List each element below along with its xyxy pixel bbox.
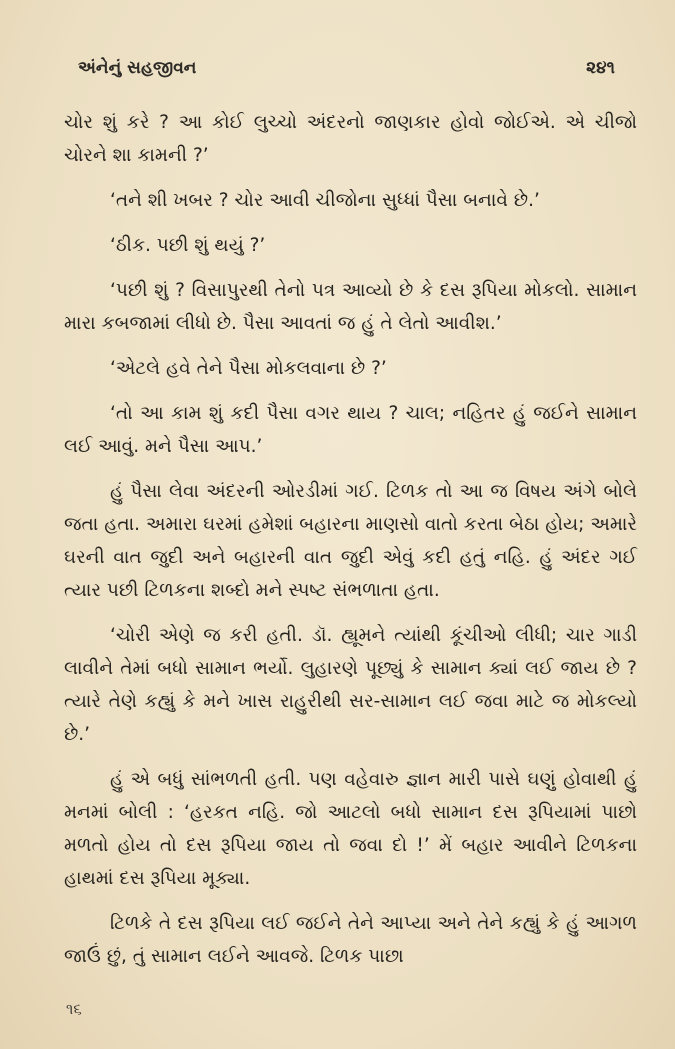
paragraph-8: ‘ચોરી એણે જ કરી હતી. ડૉ. હ્યૂમને ત્યાંથી કૂંચીઓ લીધી; ચાર ગાડી લાવીને તેમાં બધો સામાન ભર્યો. લુહારણે પૂછ્યું કે સામાન ક્યાં લઈ જાય છે ? ત્યારે તેણે કહ્યું કે મને ખાસ રાહુરીથી સર-સામાન લઈ જવા માટે જ મોકલ્યો છે.’ [64,625,637,745]
paragraph-9: હું એ બધું સાંભળતી હતી. પણ વહેવારુ જ્ઞાન મારી પાસે ઘણું હોવાથી હું મનમાં બોલી : ‘હરકત નહિ. જો આટલો બધો સામાન દસ રૂપિયામાં પાછો મળતો હોય તો દસ રૂપિયા જાય તો જવા દો !’ મેં બહાર આવીને ટિળકના હાથમાં દસ રૂપિયા મૂક્યા. [64,769,637,889]
paragraph-10: ટિળકે તે દસ રૂપિયા લઈ જઈને તેને આપ્યા અને તેને કહ્યું કે હું આગળ જાઉં છું, તું સામાન લઈને આવજે. ટિળક પાછા [64,913,637,967]
page-body [64,106,637,985]
chapter-title: અંનેનું સહજીવન [78,58,197,78]
paragraph-5: ‘એટલે હવે તેને પૈસા મોકલવાના છે ?’ [110,358,387,379]
running-header [78,58,615,78]
paragraph-6: ‘તો આ કામ શું કદી પૈસા વગર થાય ? ચાલ; નહિતર હું જઈને સામાન લઈ આવું. મને પૈસા આપ.’ [64,403,637,457]
page-number: ૨૪૧ [586,58,615,78]
paragraph-1: ચોર શું કરે ? આ કોઈ લુચ્ચો અંદરનો જાણકાર હોવો જોઈએ. એ ચીજો ચોરને શા કામની ?’ [64,112,637,166]
paragraph-2: ‘તને શી ખબર ? ચોર આવી ચીજોના સુધ્ધાં પૈસા બનાવે છે.’ [110,190,540,211]
paragraph-3: ‘ઠીક. પછી શું થયું ?’ [110,235,266,256]
signature-mark: ૧૬ [66,1000,82,1018]
paragraph-4: ‘પછી શું ? વિસાપુરથી તેનો પત્ર આવ્યો છે કે દસ રૂપિયા મોકલો. સામાન મારા કબજામાં લીધો છે. પૈસા આવતાં જ હું તે લેતો આવીશ.’ [64,280,637,334]
paragraph-7: હું પૈસા લેવા અંદરની ઓરડીમાં ગઈ. ટિળક તો આ જ વિષય અંગે બોલે જતા હતા. અમારા ઘરમાં હમેશાં બહારના માણસો વાતો કરતા બેઠા હોય; અમારે ઘરની વાત જુદી અને બહારની વાત જુદી એવું કદી હતું નહિ. હું અંદર ગઈ ત્યાર પછી ટિળકના શબ્દો મને સ્પષ્ટ સંભળાતા હતા. [64,481,637,601]
